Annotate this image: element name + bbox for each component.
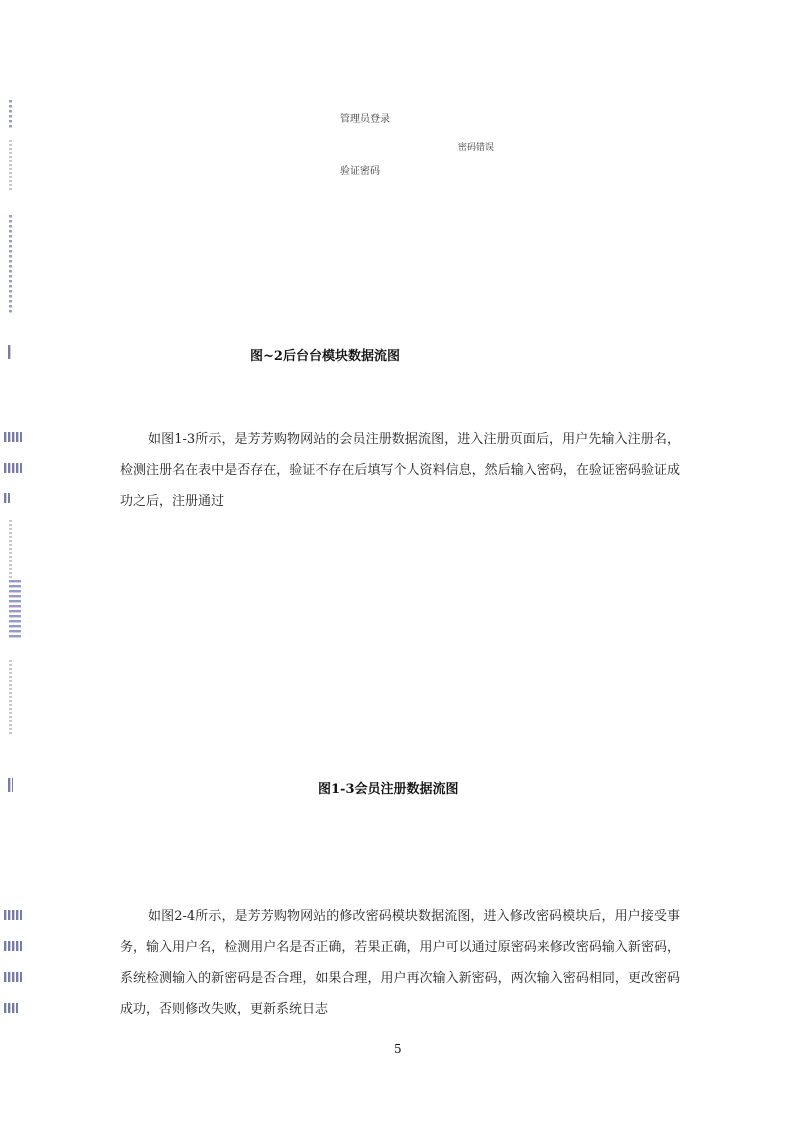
diagram-label-verify-password: 验证密码 xyxy=(340,166,380,177)
scan-artifact xyxy=(4,972,22,982)
diagram-label-admin-login: 管理员登录 xyxy=(340,114,390,125)
scan-artifact xyxy=(9,580,21,640)
scan-artifact xyxy=(4,463,22,473)
scan-artifact xyxy=(4,493,10,503)
scan-artifact xyxy=(8,345,12,359)
scan-artifact xyxy=(8,778,13,792)
body-paragraph: 如图1-3所示，是芳芳购物网站的会员注册数据流图，进入注册页面后，用户先输入注册名，检测注册名在表中是否存在，验证不存在后填写个人资料信息，然后输入密码，在验证密码验证成功之后，注册通过 xyxy=(120,432,680,509)
scan-artifact xyxy=(4,910,22,920)
diagram-label-password-error: 密码错误 xyxy=(458,143,495,153)
scan-artifact xyxy=(9,520,12,580)
body-paragraph: 如图2-4所示，是芳芳购物网站的修改密码模块数据流图，进入修改密码模块后，用户接受事务，输入用户名，检测用户名是否正确，若果正确，用户可以通过原密码来修改密码输入新密码，系统检测输入的新密码是否合理，如果合理，用户再次输入新密码，两次输入密码相同，更改密码成功，否则修改失败，更新系统日志 xyxy=(120,909,680,1017)
page-number: 5 xyxy=(394,1042,402,1056)
figure-caption: 图~2后台台模块数据流图 xyxy=(250,349,400,364)
scan-artifact xyxy=(4,1003,18,1013)
scan-artifact xyxy=(4,941,22,951)
figure-caption: 图1-3会员注册数据流图 xyxy=(318,782,459,797)
scan-artifact xyxy=(9,100,12,128)
scan-artifact xyxy=(4,432,22,442)
scan-artifact xyxy=(9,660,12,735)
scan-artifact xyxy=(9,140,12,190)
scan-artifact xyxy=(9,215,12,315)
